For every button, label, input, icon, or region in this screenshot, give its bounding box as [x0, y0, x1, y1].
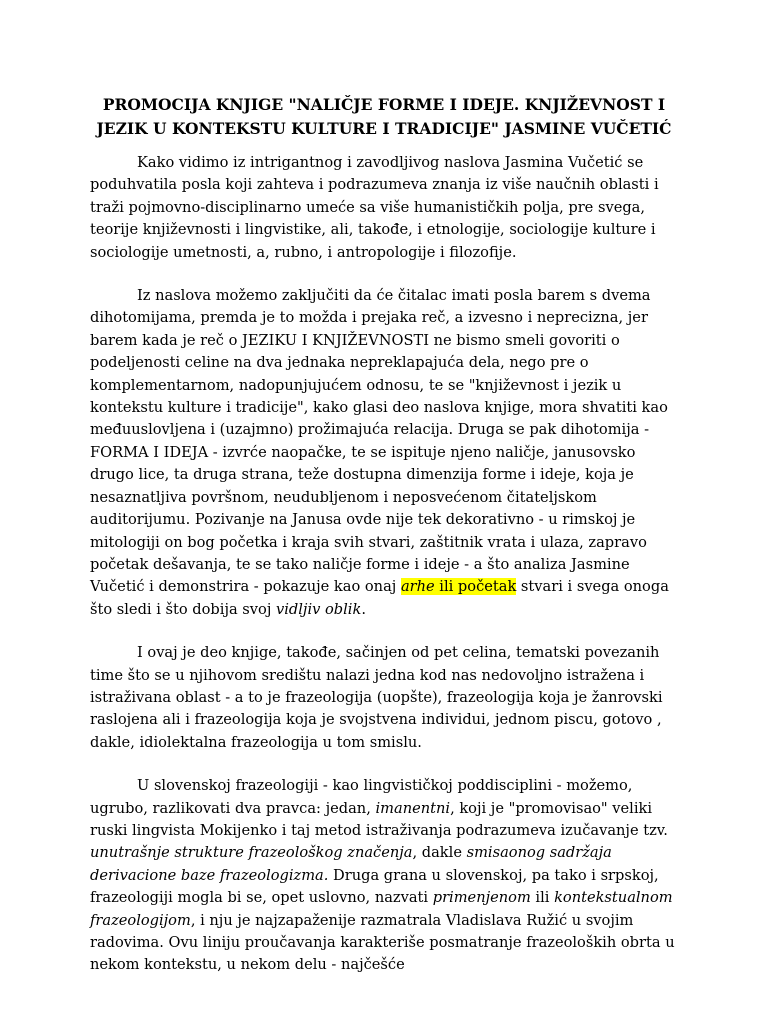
paragraph-2-italic-end: vidljiv oblik — [276, 600, 362, 618]
paragraph-1-text: Kako vidimo iz intrigantnog i zavodljivog naslova Jasmina Vučetić se poduhvatila posla koji zahteva i podrazumeva znanja iz više naučnih oblasti i traži pojmovno-disciplinarno umeće sa više humanističkih polja, pre svega, teorije književnosti i lingvistike, ali, takođe, i etnologije, sociologije kulture i sociologije umetnosti, a, rubno, i antropologije i filozofije. — [90, 154, 659, 261]
highlighted-italic-word: arhe — [400, 578, 435, 596]
highlighted-plain-words: ili početak — [434, 578, 517, 596]
document-title: PROMOCIJA KNJIGE "NALIČJE FORME I IDEJE. KNJIŽEVNOST I JEZIK U KONTEKSTU KULTURE I TRADICIJE" JASMINE VUČETIĆ — [96, 95, 672, 138]
paragraph-4-text-c: , dakle — [412, 844, 467, 862]
paragraph-4-text-f: , i nju je najzapaženije razmatrala Vladislava Ružić u svojim radovima. Ovu liniju proučavanja karakteriše posmatranje frazeoloških obrta u nekom kontekstu, u nekom delu - najčešće — [90, 911, 675, 974]
paragraph-4-italic-4: primenjenom — [432, 889, 531, 907]
paragraph-3 — [90, 642, 678, 754]
paragraph-4 — [90, 775, 678, 977]
paragraph-4-text-a: U slovenskoj frazeologiji - kao lingvističkoj poddisciplini - možemo, ugrubo, razlikovati dva pravca: jedan, — [90, 777, 633, 817]
paragraph-2-text-b: stvari i svega onoga što sledi i što dobija svoj — [90, 578, 669, 618]
paragraph-4-text-e: ili — [530, 889, 555, 907]
paragraph-2-text-a: Iz naslova možemo zaključiti da će čitalac imati posla barem s dvema dihotomijama, premda je to možda i prejaka reč, a izvesno i neprecizna, jer barem kada je reč o JEZIKU I KNJIŽEVNOSTI ne bismo smeli govoriti o podeljenosti celine na dva jednaka nepreklapajuća dela, nego pre o komplementarnom, nadopunjujućem odnosu, te se "književnost i jezik u kontekstu kulture i tradicije", kako glasi deo naslova knjige, mora shvatiti kao međuuslovljena i (uzajmno) prožimajuća relacija. Druga se pak dihotomija - FORMA I IDEJA - izvrće naopačke, te se ispituje njeno naličje, janusovsko drugo lice, ta druga strana, teže dostupna dimenzija forme i ideje, koja je nesaznatljiva površnom, neudubljenom i neposvećenom čitateljskom auditorijumu. Pozivanje na Janusa ovde nije tek dekorativno - u rimskoj je mitologiji on bog početka i kraja svih stvari, zaštitnik vrata i ulaza, zapravo početak dešavanja, te se tako naličje forme i ideje - a što analiza Jasmine Vučetić i demonstrira - pokazuje kao onaj — [90, 287, 668, 596]
paragraph-3-text: I ovaj je deo knjige, takođe, sačinjen od pet celina, tematski povezanih time što se u njihovom središtu nalazi jedna kod nas nedovoljno istražena i istraživana oblast - a to je frazeologija (uopšte), frazeologija koja je žanrovski raslojena ali i frazeologija koja je svojstvena individui, jednom piscu, gotovo , dakle, idiolektalna frazeologija u tom smislu. — [90, 644, 663, 751]
paragraph-4-italic-1: imanentni — [375, 799, 451, 817]
paragraph-1 — [90, 152, 678, 264]
paragraph-2-period: . — [361, 600, 366, 618]
paragraph-4-italic-2: unutrašnje strukture frazeološkog značenja — [90, 844, 413, 862]
paragraph-4-italic-3: smisaonog sadržaja derivacione baze frazeologizma. — [90, 844, 612, 884]
paragraph-2 — [90, 285, 678, 621]
document-body — [90, 152, 678, 998]
paragraph-4-text-d: Druga grana u slovenskoj, pa tako i srpskoj, frazeologiji mogla bi se, opet uslovno, nazvati — [90, 866, 659, 907]
highlighted-phrase — [401, 578, 516, 595]
paragraph-4-text-b: , koji je "promovisao" veliki ruski lingvista Mokijenko i taj metod istraživanja podrazumeva izučavanje tzv. — [90, 799, 668, 839]
paragraph-4-italic-5: kontekstualnom frazeologijom — [90, 889, 673, 929]
